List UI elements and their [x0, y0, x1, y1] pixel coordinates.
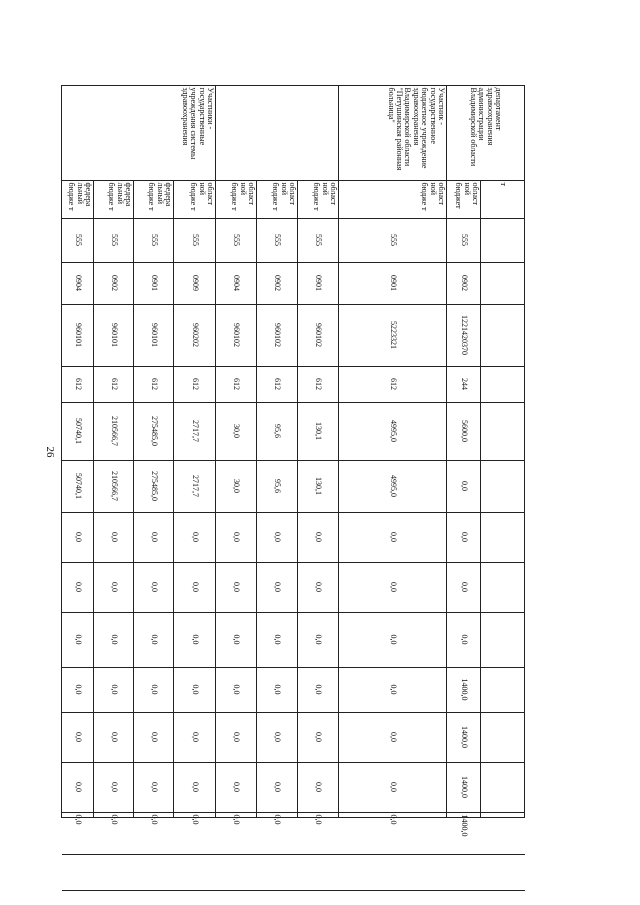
value-cell: 1400,0 — [447, 712, 481, 762]
value-cell: 0,0 — [447, 562, 481, 612]
grbs-cell: 555 — [216, 218, 257, 262]
participant-cell: департамент здравоохранения администрации Владимирской области — [447, 85, 525, 180]
value-cell: 0,0 — [216, 512, 257, 562]
value-cell: 95,6 — [257, 460, 298, 512]
rotated-table-frame — [62, 43, 525, 837]
value-cell — [481, 562, 525, 612]
value-cell: 0,0 — [134, 612, 174, 667]
value-cell: 0,0 — [174, 812, 216, 818]
value-cell: 0,0 — [134, 562, 174, 612]
value-cell: 0,0 — [134, 712, 174, 762]
participant-cell: Участники - государственные учреждения системы здравоохранения — [62, 85, 216, 180]
value-cell: 1400,0 — [447, 812, 481, 818]
funding-source-cell: област ной бюдже т — [298, 180, 339, 218]
csr-cell: 960102 — [216, 304, 257, 366]
rzpr-cell: 0904 — [216, 262, 257, 304]
vr-cell: 612 — [339, 366, 447, 402]
page-number: 26 — [44, 446, 56, 458]
bottom-rule — [62, 890, 525, 891]
value-cell: 0,0 — [62, 562, 94, 612]
value-cell: 0,0 — [94, 762, 134, 812]
value-cell: 0,0 — [94, 562, 134, 612]
value-cell: 0,0 — [94, 667, 134, 712]
value-cell: 2717,7 — [174, 460, 216, 512]
value-cell — [481, 812, 525, 818]
value-cell: 130,1 — [298, 402, 339, 460]
value-cell: 0,0 — [62, 712, 94, 762]
value-cell: 30,0 — [216, 460, 257, 512]
value-cell: 0,0 — [174, 612, 216, 667]
blank-margin-cell — [62, 43, 525, 85]
value-cell: 0,0 — [134, 667, 174, 712]
funding-source-cell: област ной бюдже т — [257, 180, 298, 218]
vr-cell: 612 — [257, 366, 298, 402]
funding-source-cell: област ной бюдже т — [339, 180, 447, 218]
value-cell: 0,0 — [62, 812, 94, 818]
value-cell: 2717,7 — [174, 402, 216, 460]
vr-cell — [481, 366, 525, 402]
vr-cell: 612 — [134, 366, 174, 402]
vr-cell: 612 — [298, 366, 339, 402]
csr-cell — [481, 304, 525, 366]
csr-cell: 960101 — [94, 304, 134, 366]
vr-cell: 612 — [94, 366, 134, 402]
value-cell: 0,0 — [339, 512, 447, 562]
value-cell — [481, 712, 525, 762]
value-cell: 50740,1 — [62, 402, 94, 460]
vr-cell: 612 — [216, 366, 257, 402]
csr-cell: 960102 — [298, 304, 339, 366]
grbs-cell: 555 — [339, 218, 447, 262]
value-cell: 275485,0 — [134, 460, 174, 512]
value-cell: 0,0 — [94, 612, 134, 667]
value-cell: 30,0 — [216, 402, 257, 460]
funding-source-cell: т — [481, 180, 525, 218]
grbs-cell — [481, 218, 525, 262]
csr-cell: 960101 — [62, 304, 94, 366]
value-cell: 0,0 — [216, 612, 257, 667]
value-cell: 0,0 — [134, 762, 174, 812]
value-cell — [481, 512, 525, 562]
value-cell: 0,0 — [94, 512, 134, 562]
value-cell: 0,0 — [62, 762, 94, 812]
value-cell: 0,0 — [134, 512, 174, 562]
csr-cell: 960102 — [257, 304, 298, 366]
value-cell — [481, 762, 525, 812]
value-cell: 0,0 — [298, 762, 339, 812]
value-cell: 0,0 — [174, 562, 216, 612]
value-cell: 0,0 — [339, 667, 447, 712]
value-cell: 4995,0 — [339, 460, 447, 512]
rzpr-cell: 0902 — [94, 262, 134, 304]
value-cell: 0,0 — [216, 562, 257, 612]
vr-cell: 612 — [62, 366, 94, 402]
value-cell: 0,0 — [134, 812, 174, 818]
value-cell: 50740,1 — [62, 460, 94, 512]
value-cell — [481, 402, 525, 460]
funding-source-cell: федера льный бюдже т — [62, 180, 94, 218]
value-cell: 0,0 — [339, 762, 447, 812]
table-row — [174, 43, 216, 818]
value-cell: 0,0 — [62, 512, 94, 562]
participant-cell: Участник - государственное бюджетное учреждение здравоохранения Владимирской области "Петушинская районная больница" — [339, 85, 447, 180]
value-cell: 0,0 — [174, 512, 216, 562]
value-cell: 0,0 — [447, 460, 481, 512]
value-cell: 0,0 — [257, 812, 298, 818]
value-cell: 0,0 — [216, 712, 257, 762]
vr-cell: 244 — [447, 366, 481, 402]
csr-cell: 960202 — [174, 304, 216, 366]
value-cell: 4995,0 — [339, 402, 447, 460]
value-cell: 130,1 — [298, 460, 339, 512]
value-cell: 0,0 — [447, 612, 481, 667]
rzpr-cell: 0904 — [62, 262, 94, 304]
value-cell: 0,0 — [339, 562, 447, 612]
participant-cell — [216, 85, 339, 180]
value-cell: 0,0 — [339, 612, 447, 667]
value-cell: 0,0 — [257, 612, 298, 667]
value-cell: 0,0 — [216, 667, 257, 712]
rzpr-cell: 0901 — [298, 262, 339, 304]
bottom-rule — [62, 854, 525, 855]
funding-source-cell: федера льный бюдже т — [94, 180, 134, 218]
value-cell: 0,0 — [447, 512, 481, 562]
rzpr-cell: 0901 — [134, 262, 174, 304]
value-cell: 0,0 — [174, 712, 216, 762]
value-cell: 0,0 — [257, 512, 298, 562]
value-cell — [481, 460, 525, 512]
value-cell: 0,0 — [298, 667, 339, 712]
rzpr-cell: 0902 — [447, 262, 481, 304]
value-cell: 0,0 — [298, 812, 339, 818]
table-row — [481, 43, 525, 818]
value-cell: 0,0 — [257, 667, 298, 712]
rzpr-cell: 0901 — [339, 262, 447, 304]
table-row — [339, 43, 447, 818]
funding-source-cell: федера льный бюдже т — [134, 180, 174, 218]
value-cell: 210566,7 — [94, 460, 134, 512]
table-row — [298, 43, 339, 818]
value-cell: 275485,0 — [134, 402, 174, 460]
value-cell: 0,0 — [257, 712, 298, 762]
value-cell: 1400,0 — [447, 667, 481, 712]
value-cell — [481, 612, 525, 667]
value-cell: 0,0 — [216, 762, 257, 812]
grbs-cell: 555 — [62, 218, 94, 262]
value-cell: 0,0 — [94, 812, 134, 818]
value-cell: 0,0 — [298, 712, 339, 762]
value-cell: 0,0 — [298, 562, 339, 612]
value-cell: 0,0 — [339, 812, 447, 818]
grbs-cell: 555 — [134, 218, 174, 262]
table-body — [62, 43, 525, 837]
grbs-cell: 555 — [257, 218, 298, 262]
rzpr-cell: 0902 — [257, 262, 298, 304]
rzpr-cell: 0909 — [174, 262, 216, 304]
value-cell: 0,0 — [298, 612, 339, 667]
value-cell: 0,0 — [62, 612, 94, 667]
value-cell: 0,0 — [339, 712, 447, 762]
rzpr-cell — [481, 262, 525, 304]
csr-cell: 5223321 — [339, 304, 447, 366]
value-cell: 0,0 — [257, 562, 298, 612]
value-cell — [481, 667, 525, 712]
value-cell: 0,0 — [174, 762, 216, 812]
grbs-cell: 555 — [94, 218, 134, 262]
grbs-cell: 555 — [447, 218, 481, 262]
grbs-cell: 555 — [174, 218, 216, 262]
vr-cell: 612 — [174, 366, 216, 402]
value-cell: 0,0 — [174, 667, 216, 712]
value-cell: 0,0 — [62, 667, 94, 712]
grbs-cell: 555 — [298, 218, 339, 262]
value-cell: 0,0 — [94, 712, 134, 762]
funding-source-cell: област ной бюдже т — [174, 180, 216, 218]
funding-source-cell: област ной бюдже т — [216, 180, 257, 218]
budget-table — [61, 43, 525, 837]
value-cell: 5600,0 — [447, 402, 481, 460]
funding-source-cell: област ной бюджет — [447, 180, 481, 218]
value-cell: 95,6 — [257, 402, 298, 460]
value-cell: 0,0 — [216, 812, 257, 818]
value-cell: 210566,7 — [94, 402, 134, 460]
value-cell: 0,0 — [298, 512, 339, 562]
value-cell: 1400,0 — [447, 762, 481, 812]
value-cell: 0,0 — [257, 762, 298, 812]
csr-cell: 1221420370 — [447, 304, 481, 366]
csr-cell: 960101 — [134, 304, 174, 366]
